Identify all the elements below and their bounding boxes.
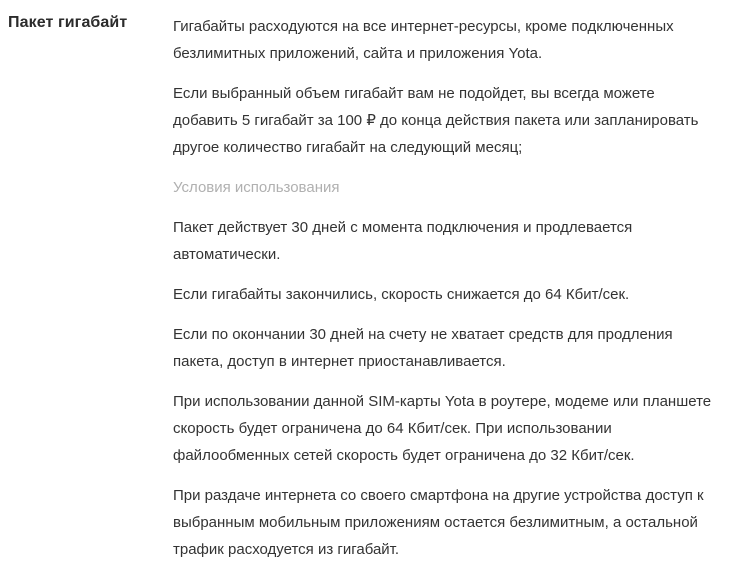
paragraph-speed-reduction: Если гигабайты закончились, скорость снижается до 64 Кбит/сек.	[173, 286, 630, 303]
paragraph-add-gigabytes: Если выбранный объем гигабайт вам не подойдет, вы всегда можете добавить 5 гигабайт за 100 ₽ до конца действия пакета или запланировать другое количество гигабайт на следующий месяц;	[173, 85, 699, 156]
paragraph-tethering: При раздаче интернета со своего смартфона на другие устройства доступ к выбранным мобильным приложениям остается безлимитным, а остальной трафик расходуется из гигабайт.	[173, 487, 704, 558]
section-title: Пакет гигабайт	[8, 14, 128, 31]
usage-terms-subheading: Условия использования	[173, 179, 340, 196]
section-content-column	[173, 13, 730, 563]
section-label-column	[0, 13, 173, 33]
paragraph-gigabytes-usage: Гигабайты расходуются на все интернет-ресурсы, кроме подключенных безлимитных приложений, сайта и приложения Yota.	[173, 18, 674, 62]
paragraph-sim-in-router: При использовании данной SIM-карты Yota в роутере, модеме или планшете скорость будет ограничена до 64 Кбит/сек. При использовании файлообменных сетей скорость будет ограничена до 32 Кбит/сек.	[173, 393, 712, 464]
paragraph-package-duration: Пакет действует 30 дней с момента подключения и продлевается автоматически.	[173, 219, 633, 263]
paragraph-insufficient-funds: Если по окончании 30 дней на счету не хватает средств для продления пакета, доступ в интернет приостанавливается.	[173, 326, 673, 370]
